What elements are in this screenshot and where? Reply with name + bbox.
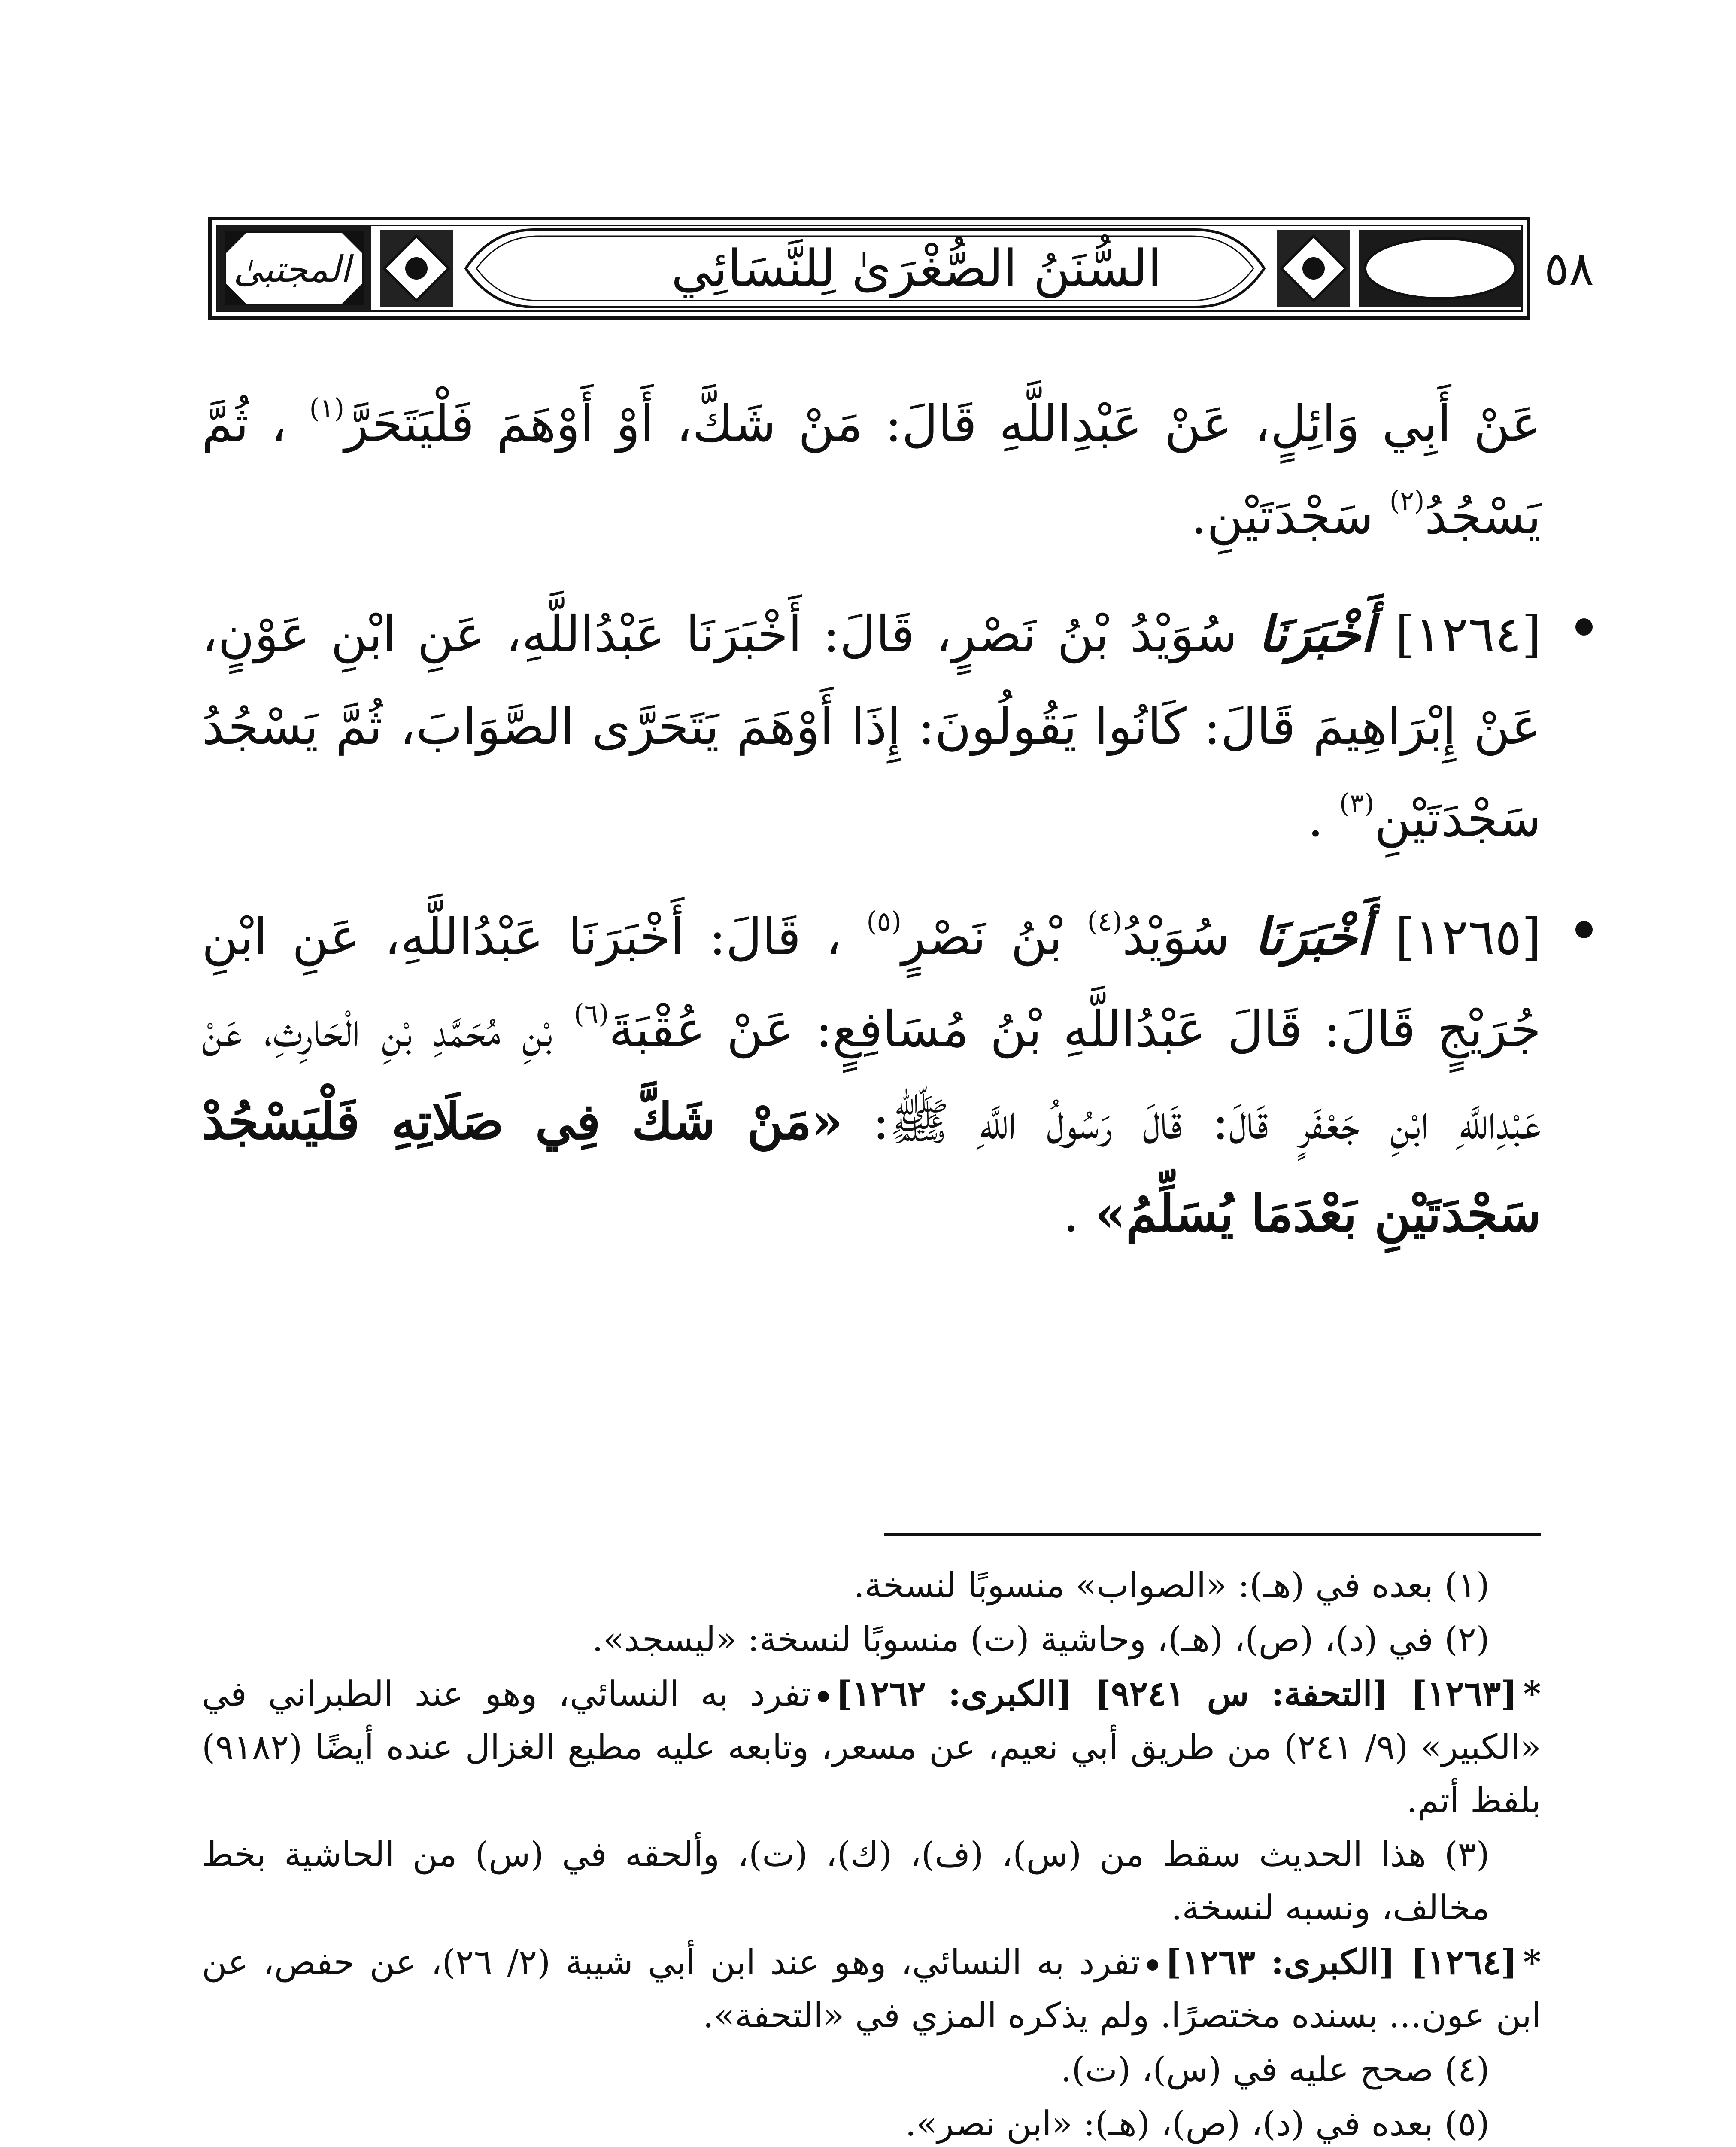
main-text (202, 378, 1541, 1286)
star-icon: * (1523, 1942, 1541, 1982)
text-run: بْنِ مُحَمَّدِ بْنِ الْحَارِثِ، عَنْ عَبْدِاللَّهِ ابْنِ جَعْفَرٍ قَالَ: قَالَ رَسُولُ اللَّهِ ﷺ: (202, 1001, 1541, 1151)
footnote-1: (١) بعده في (هـ): «الصواب» منسوبًا لنسخة. (853, 1565, 1490, 1605)
footnote-marker: (٢) (1389, 485, 1425, 516)
text-run: . (1063, 1185, 1079, 1243)
takhrij-ref: [١٢٦٤] [الكبرى: ١٢٦٣] (1165, 1942, 1517, 1982)
page-header (208, 217, 1594, 320)
text-run: ، ثُمَّ يَسْجُدُ (202, 395, 1541, 545)
page-title: السُّنَنُ الصُّغْرَىٰ لِلنَّسَائِي (671, 239, 1162, 298)
hadith-1265 (202, 891, 1541, 1260)
prophetic-quote: «مَنْ شَكَّ فِي صَلَاتِهِ فَلْيَسْجُدْ سَجْدَتَيْنِ بَعْدَمَا يُسَلِّمُ» (202, 1092, 1541, 1243)
footnote-marker: (٣) (1339, 788, 1375, 819)
text-run: سُوَيْدُ بْنُ نَصْرٍ، قَالَ: أَخْبَرَنَا عَبْدُاللَّهِ، عَنِ ابْنِ عَوْنٍ، عَنْ إِبْرَاهِيمَ قَالَ: كَانُوا يَقُولُونَ: إِذَا أَوْهَمَ يَتَحَرَّى الصَّوَابَ، ثُمَّ يَسْجُدُ سَجْدَتَيْنِ (202, 605, 1541, 848)
bullet-icon (1575, 921, 1593, 938)
takhrij-1263 (202, 1667, 1541, 1827)
takhrij-1264 (202, 1935, 1541, 2042)
bullet-icon (1575, 618, 1593, 636)
footnote-separator (884, 1533, 1541, 1536)
hadith-number: [١٢٦٥] (1395, 908, 1542, 966)
footnote-marker: (٦) (574, 998, 609, 1029)
text-run: سَجْدَتَيْنِ. (1191, 487, 1374, 545)
takhrij-text: تفرد به النسائي، وهو عند الطبراني في «الكبير» (٩/ ٢٤١) من طريق أبي نعيم، عن مسعر، وتابعه عليه مطيع الغزال عنده أيضًا (٩١٨٢) بلفظ أتم. (202, 1674, 1542, 1820)
dot-icon (1147, 1959, 1158, 1971)
text-run: سُوَيْدُ (1122, 908, 1230, 966)
page-number: ٥٨ (1544, 242, 1594, 296)
hadith-number: [١٢٦٤] (1395, 605, 1542, 663)
star-icon: * (1523, 1673, 1541, 1714)
text-run: ، قَالَ: أَخْبَرَنَا عَبْدُاللَّهِ، عَنِ ابْنِ جُرَيْجٍ قَالَ: قَالَ عَبْدُاللَّهِ بْنُ مُسَافِعٍ: عَنْ عُقْبَةَ (202, 908, 1541, 1058)
hadith-1264 (202, 588, 1541, 865)
takhrij-ref: [١٢٦٣] [التحفة: س ٩٢٤١] [الكبرى: ١٢٦٢] (836, 1673, 1517, 1714)
akhbarana-word: أَخْبَرَنَا (1254, 908, 1371, 966)
right-knot-ornament (1277, 230, 1350, 307)
continuation-paragraph (202, 378, 1541, 563)
footnote-marker: (١) (309, 392, 345, 424)
text-run: بْنُ نَصْرٍ (901, 908, 1063, 966)
footnote-marker: (٥) (866, 906, 902, 937)
takhrij-text: تفرد به النسائي، وهو عند ابن أبي شيبة (٢/ ٢٦)، عن حفص، عن ابن عون... بسنده مختصرًا. ولم يذكره المزي في «التحفة». (202, 1942, 1541, 2035)
text-run: عَنْ أَبِي وَائِلٍ، عَنْ عَبْدِاللَّهِ قَالَ: مَنْ شَكَّ، أَوْ أَوْهَمَ فَلْيَتَحَرَّ (344, 395, 1541, 453)
footnote-2: (٢) في (د)، (ص)، (هـ)، وحاشية (ت) منسوبًا لنسخة: «ليسجد». (592, 1619, 1490, 1659)
footnote-5: (٥) بعده في (د)، (ص)، (هـ): «ابن نصر». (905, 2104, 1490, 2144)
footnotes (202, 1559, 1541, 2147)
dot-icon (818, 1691, 829, 1702)
side-title: المجتبىٰ (233, 248, 351, 290)
left-knot-ornament (380, 230, 453, 307)
footnote-4: (٤) صحح عليه في (س)، (ت). (1061, 2050, 1490, 2089)
footnote-3: (٣) هذا الحديث سقط من (س)، (ف)، (ك)، (ت)، وألحقه في (س) من الحاشية بخط مخالف، ونسبه لنسخة. (202, 1834, 1490, 1928)
footnote-marker: (٤) (1087, 906, 1123, 937)
text-run: . (1307, 790, 1323, 848)
akhbarana-word: أَخْبَرَنَا (1258, 605, 1375, 663)
